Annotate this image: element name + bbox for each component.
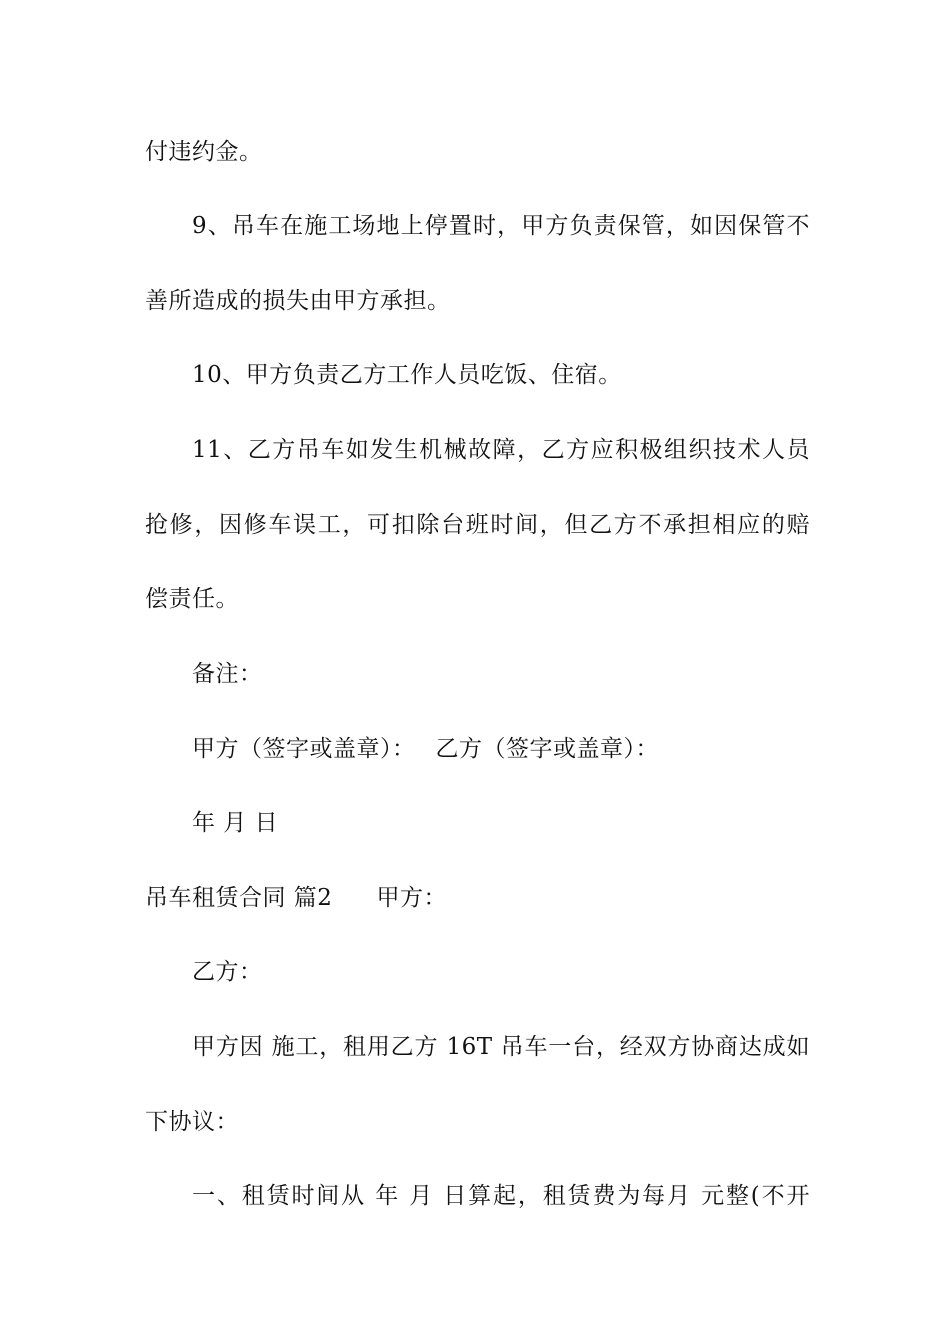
paragraph-line: 11、乙方吊车如发生机械故障，乙方应积极组织技术人员	[192, 437, 810, 463]
signature-row	[192, 734, 810, 764]
paragraph-line: 一、租赁时间从 年 月 日算起，租赁费为每月 元整(不开	[192, 1183, 810, 1209]
party-a-signature-label: 甲方（签字或盖章）：	[192, 736, 416, 762]
paragraph-line: 善所造成的损失由甲方承担。	[145, 288, 451, 314]
paragraph-line: 下协议：	[145, 1109, 239, 1135]
contract-title: 吊车租赁合同 篇2	[145, 885, 333, 911]
date-line: 年 月 日	[192, 810, 279, 836]
party-b-label: 乙方：	[192, 959, 263, 985]
contract-heading-row	[145, 883, 810, 913]
remarks-label: 备注：	[192, 661, 263, 687]
paragraph-line: 甲方因 施工，租用乙方 16T 吊车一台，经双方协商达成如	[192, 1034, 810, 1060]
paragraph-line: 9、吊车在施工场地上停置时，甲方负责保管，如因保管不	[192, 213, 810, 239]
party-a-label: 甲方：	[376, 885, 447, 911]
paragraph-line: 偿责任。	[145, 586, 239, 612]
paragraph-line: 抢修，因修车误工，可扣除台班时间，但乙方不承担相应的赔	[145, 512, 810, 538]
party-b-signature-label: 乙方（签字或盖章）：	[435, 736, 659, 762]
paragraph-line: 付违约金。	[145, 139, 263, 165]
paragraph-line: 10、甲方负责乙方工作人员吃饭、住宿。	[192, 362, 622, 388]
